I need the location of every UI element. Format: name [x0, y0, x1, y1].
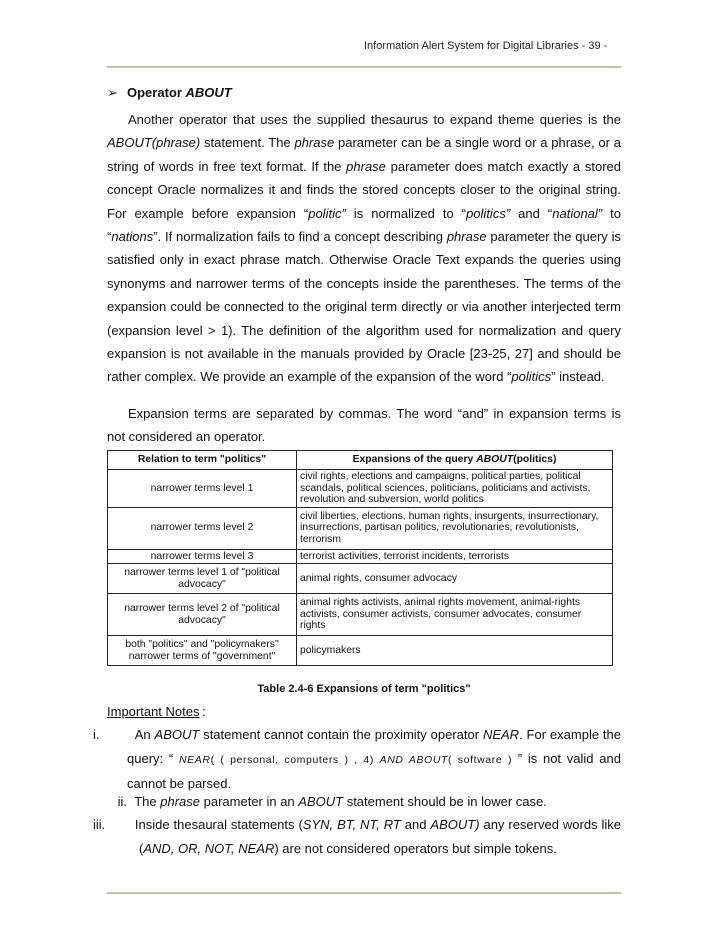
paragraph-about-operator: Another operator that uses the supplied thesaurus to expand theme queries is the ABOUT(phrase) statement. The phrase parameter can be a single word or a phrase, or a string of words in free text format. If the phrase parameter does match exactly a stored concept Oracle normalizes it and finds the stored concepts closer to the original string. For example before expansion “politic” is normalized to “politics” and “national” to “nations”. If normalization fails to find a concept describing phrase parameter the query is satisfied only in exact phrase match. Otherwise Oracle Text expands the queries using synonyms and narrower terms of the concepts inside the parentheses. The terms of the expansion could be connected to the original term directly or via another interjected term (expansion level > 1). The definition of the algorithm used for normalization and query expansion is not available in the manuals provided by Oracle [23-25, 27] and should be rather complex. We provide an example of the expansion of the word “politics” instead. [107, 112, 621, 385]
table-cell-expansion: animal rights, consumer advocacy [297, 564, 613, 594]
page-header: Information Alert System for Digital Libraries - 39 - [364, 40, 608, 52]
table-cell-expansion: animal rights activists, animal rights movement, animal-rights activists, consumer activists, consumer advocates, consumer rights [297, 594, 613, 636]
table-row [108, 636, 613, 666]
table-header-expansions: Expansions of the query ABOUT(politics) [297, 451, 613, 470]
table-cell-relation: narrower terms level 3 [108, 549, 297, 564]
note-item-2: ii. The phrase parameter in an ABOUT statement should be in lower case. [93, 790, 621, 814]
notes-title: Important Notes [107, 704, 200, 719]
note-item-3: iii. Inside thesaural statements (SYN, BT, NT, RT and ABOUT) any reserved words like (AND, OR, NOT, NEAR) are not considered operators but simple tokens. [93, 813, 621, 860]
note-number: i. [93, 727, 100, 742]
section-title-name: ABOUT [185, 85, 232, 100]
note-item-1: i. An ABOUT statement cannot contain the proximity operator NEAR. For example the query: “ NEAR( ( personal, computers ) , 4) AND ABOUT( software ) ” is not valid and cannot be parsed. [93, 723, 621, 796]
section-title-prefix: Operator [127, 85, 186, 100]
note-number: ii. [117, 794, 127, 809]
table-cell-expansion: civil rights, elections and campaigns, political parties, political scandals, political sciences, politicians, politicians and activists, revolution and subversion, world politics [297, 470, 613, 508]
table-row [108, 594, 613, 636]
table-cell-relation: narrower terms level 2 [108, 507, 297, 549]
table-cell-relation: both "politics" and "policymakers" narrower terms of "government" [108, 636, 297, 666]
table-cell-expansion: terrorist activities, terrorist incidents, terrorists [297, 549, 613, 564]
table-cell-expansion: civil liberties, elections, human rights, insurgents, insurrectionary, insurrections, partisan politics, revolutionaries, revolutionists, terrorism [297, 507, 613, 549]
table-cell-expansion: policymakers [297, 636, 613, 666]
table-row [108, 507, 613, 549]
section-title [107, 85, 232, 101]
table-cell-relation: narrower terms level 2 of "political advocacy" [108, 594, 297, 636]
footer-rule [107, 892, 621, 894]
bullet-arrow-icon: ➢ [107, 85, 118, 100]
table-row [108, 564, 613, 594]
table-cell-relation: narrower terms level 1 [108, 470, 297, 508]
table-cell-relation: narrower terms level 1 of "political advocacy" [108, 564, 297, 594]
table-header-relation: Relation to term "politics" [108, 451, 297, 470]
expansions-table [107, 450, 613, 666]
table-header-row [108, 451, 613, 470]
table-row [108, 549, 613, 564]
paragraph-expansion-terms: Expansion terms are separated by commas. The word “and” in expansion terms is not considered an operator. [107, 406, 621, 445]
header-rule [107, 66, 621, 68]
table-caption: Table 2.4-6 Expansions of term "politics" [257, 683, 471, 695]
notes-title-colon: : [202, 704, 206, 719]
table-row [108, 470, 613, 508]
note-number: iii. [93, 817, 106, 832]
